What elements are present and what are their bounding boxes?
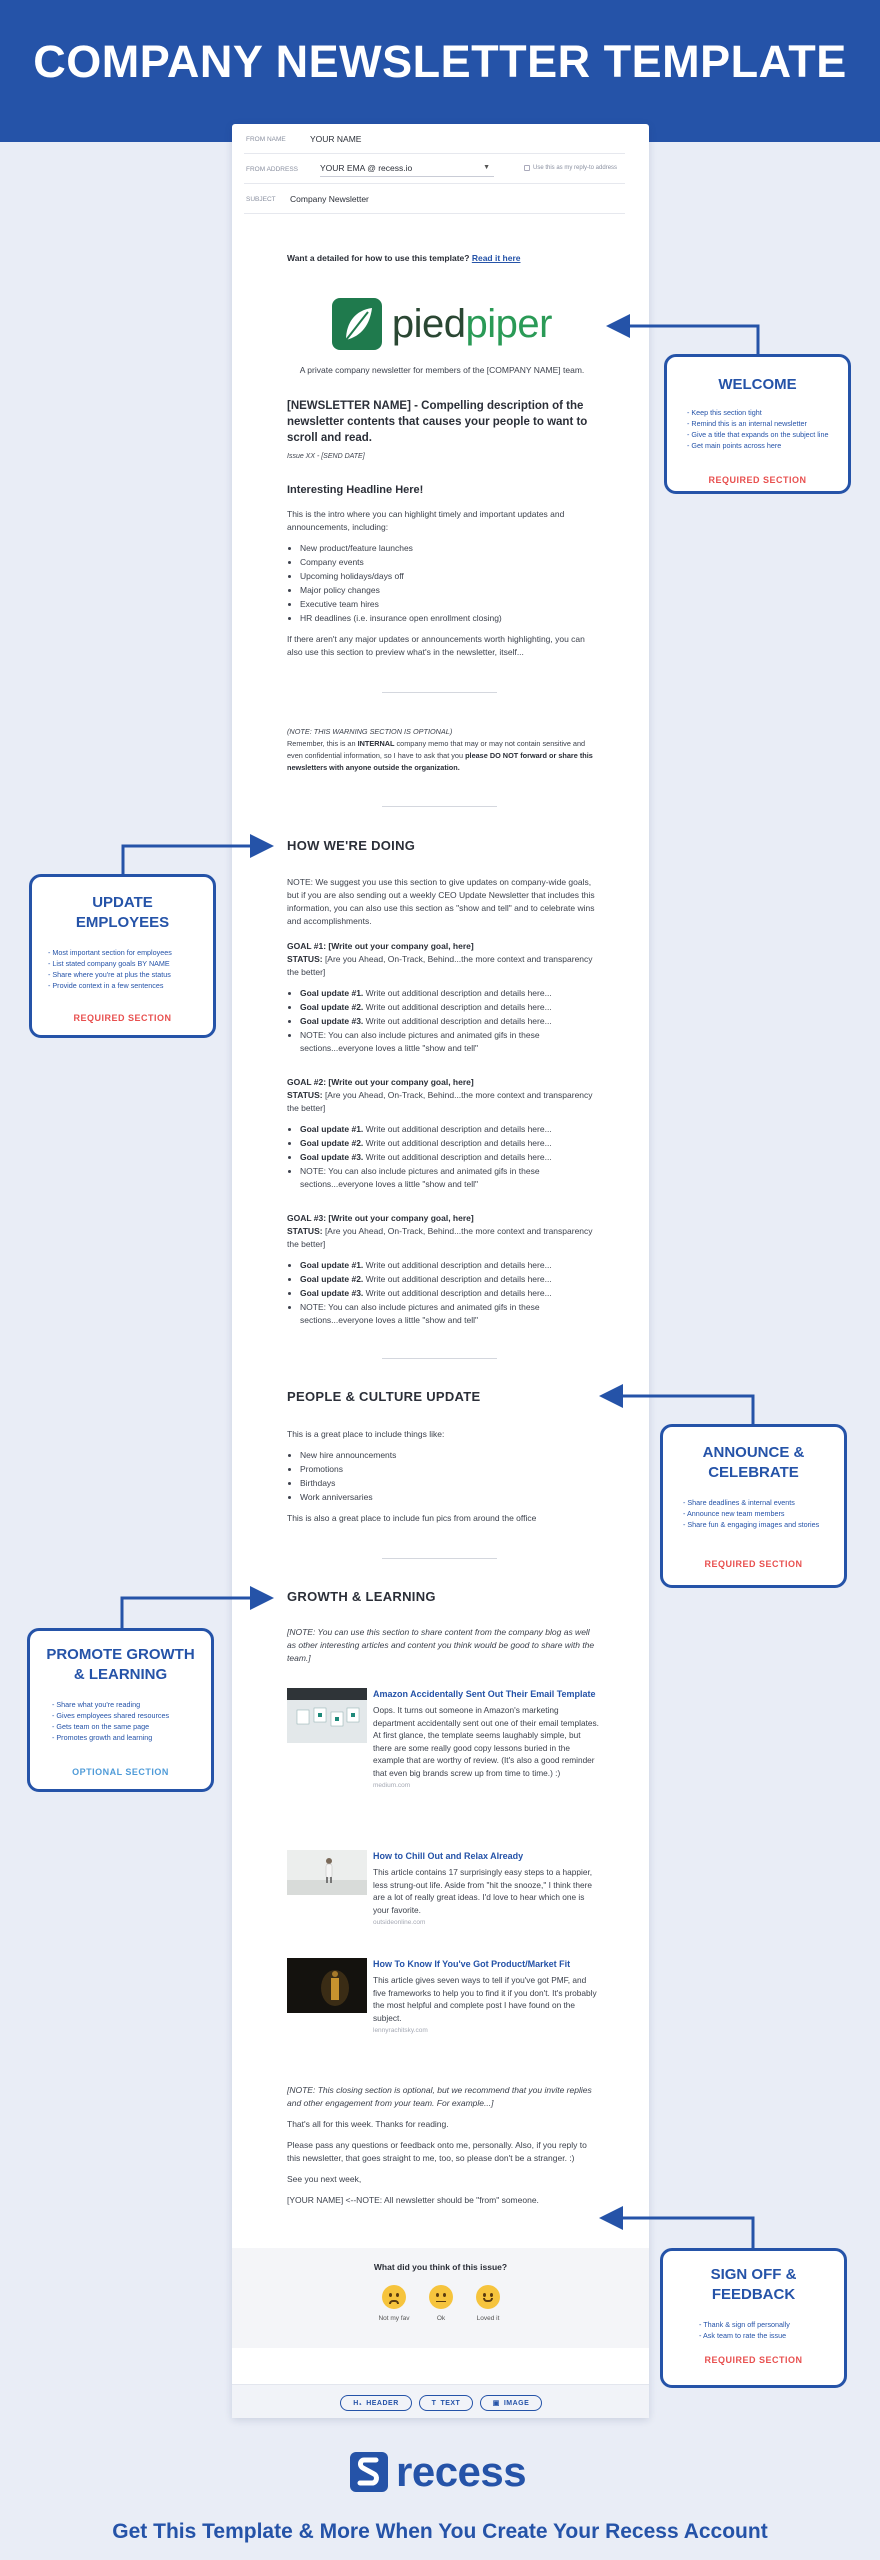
- callout-list: - Keep this section tight - Remind this is an internal newsletter - Give a title that expands on the subject line - Get main points across here: [687, 407, 837, 451]
- callout-announce: [660, 1424, 847, 1588]
- callout-title: EMPLOYEES: [75, 914, 170, 931]
- article-description: This article gives seven ways to tell if you've got PMF, and five frameworks to help you to find it if you don't. It's probably the most helpful and complete post I have found on the subject.: [373, 1975, 597, 2023]
- rating-label: Ok: [436, 2315, 446, 2322]
- goal-3: GOAL #3: [Write out your company goal, here] STATUS: [Are you Ahead, On-Track, Behind...the more context and transparency the better] • Goal update #1. Write out additional description and details here... • Goal update #2. Write out additional description and details here... • Goal update #3. Write out additional description and details here... • NOTE: You can also include pictures and animated gifs in these sections...everyone loves a little "show and tell": [287, 1212, 597, 1335]
- closing-p1: That's all for this week. Thanks for reading.: [287, 2119, 449, 2129]
- list-item: • Upcoming holidays/days off: [300, 570, 597, 583]
- feedback-question: What did you think of this issue?: [373, 2262, 508, 2272]
- subject-input[interactable]: Company Newsletter: [290, 194, 369, 204]
- required-tag: REQUIRED SECTION: [704, 1559, 803, 1569]
- list-item: • NOTE: You can also include pictures and animated gifs in these sections...everyone loves a little "show and tell": [300, 1029, 597, 1055]
- list-item: • NOTE: You can also include pictures and animated gifs in these sections...everyone loves a little "show and tell": [300, 1301, 597, 1327]
- from-address-label: FROM ADDRESS: [246, 166, 299, 173]
- callout-list: - Most important section for employees - List stated company goals BY NAME - Share where you're at plus the status - Provide context in a few sentences: [48, 947, 208, 991]
- required-tag: REQUIRED SECTION: [704, 2355, 803, 2365]
- help-text: Want a detailed for how to use this template?: [287, 253, 470, 263]
- from-name-label: FROM NAME: [246, 136, 286, 143]
- list-item: • Major policy changes: [300, 584, 597, 597]
- list-item: • Goal update #3. Write out additional description and details here...: [300, 1287, 597, 1300]
- callout-update: [29, 874, 216, 1038]
- chevron-down-icon: ▼: [483, 164, 490, 171]
- image-icon: ▣: [492, 2400, 500, 2407]
- people-outro: This is also a great place to include fun pics from around the office: [287, 1513, 537, 1523]
- growth-note: [NOTE: You can use this section to share content from the company blog as well as other interesting articles and content you think would be good to share with the team.]: [287, 1627, 595, 1663]
- callout-title: WELCOME: [718, 376, 797, 393]
- callout-list: - Share what you're reading - Gives employees shared resources - Gets team on the same page - Promotes growth and learning: [52, 1699, 202, 1743]
- goal-title: GOAL #3: [Write out your company goal, here]: [287, 1213, 474, 1223]
- goal-title: GOAL #2: [Write out your company goal, here]: [287, 1077, 474, 1087]
- callout-title: UPDATE: [92, 894, 153, 911]
- goal-status: [Are you Ahead, On-Track, Behind...the more context and transparency the better]: [287, 954, 593, 977]
- list-item: • New hire announcements: [300, 1449, 597, 1462]
- list-item: • Goal update #1. Write out additional description and details here...: [300, 987, 597, 1000]
- list-item: • Goal update #1. Write out additional description and details here...: [300, 1123, 597, 1136]
- callout-title: PROMOTE GROWTH: [46, 1646, 195, 1663]
- issue-line: Issue XX - [SEND DATE]: [287, 453, 365, 460]
- closing-note: [NOTE: This closing section is optional, but we recommend that you invite replies and other engagement from your team. For example...]: [287, 2085, 592, 2108]
- warning-text: Remember, this is an INTERNAL company memo that may or may not contain sensitive and even confidential information, so I have to ask that you please DO NOT forward or share this newsletters with anyone outside the organization.: [287, 739, 593, 772]
- reply-to-label: Use this as my reply-to address: [533, 165, 618, 171]
- article-title[interactable]: How to Chill Out and Relax Already: [373, 1851, 524, 1861]
- required-tag: REQUIRED SECTION: [73, 1013, 172, 1023]
- callout-title: ANNOUNCE &: [702, 1444, 805, 1461]
- list-item: • NOTE: You can also include pictures and animated gifs in these sections...everyone loves a little "show and tell": [300, 1165, 597, 1191]
- callout-title: & LEARNING: [73, 1666, 168, 1683]
- newsletter-headline: [NEWSLETTER NAME] - Compelling description of the newsletter contents that causes your people to want to scroll and read.: [287, 400, 588, 444]
- recess-logo[interactable]: [350, 2450, 526, 2494]
- list-item: • Goal update #3. Write out additional description and details here...: [300, 1151, 597, 1164]
- article-description: Oops. It turns out someone in Amazon's marketing department accidentally sent out one of their email templates. At first glance, the template seems laughably simple, but there are some really good copy lessons buried in the example that are worthy of review. (It's also a good reminder that even big brands screw up from time to time.) :): [373, 1705, 599, 1778]
- section-title-doing: HOW WE'RE DOING: [287, 838, 416, 853]
- list-item: • Goal update #2. Write out additional description and details here...: [300, 1273, 597, 1286]
- article-title[interactable]: How To Know If You've Got Product/Market Fit: [373, 1959, 571, 1969]
- callout-welcome: [664, 354, 851, 494]
- from-name-input[interactable]: YOUR NAME: [310, 134, 362, 144]
- logo-text-b: piper: [465, 301, 552, 346]
- page-title: COMPANY NEWSLETTER TEMPLATE: [33, 36, 847, 87]
- article-description: This article contains 17 surprisingly easy steps to a happier, less strung-out life. Aside from "hit the snooze," I think there are a lot of really great ideas. I'd love to hear which one is your favorite.: [373, 1867, 593, 1915]
- list-item: • Goal update #2. Write out additional description and details here...: [300, 1001, 597, 1014]
- interesting-headline: Interesting Headline Here!: [287, 484, 424, 496]
- list-item: • Company events: [300, 556, 597, 569]
- article-source: lennyrachitsky.com: [373, 2027, 428, 2034]
- callout-title: CELEBRATE: [708, 1464, 799, 1481]
- tagline: A private company newsletter for members of the [COMPANY NAME] team.: [299, 365, 585, 375]
- section-title-people: PEOPLE & CULTURE UPDATE: [287, 1389, 481, 1404]
- list-item: • HR deadlines (i.e. insurance open enrollment closing): [300, 612, 597, 625]
- goal-1: GOAL #1: [Write out your company goal, here] STATUS: [Are you Ahead, On-Track, Behind...the more context and transparency the better] • Goal update #1. Write out additional description and details here... • Goal update #2. Write out additional description and details here... • Goal update #3. Write out additional description and details here... • NOTE: You can also include pictures and animated gifs in these sections...everyone loves a little "show and tell": [287, 940, 597, 1063]
- add-text-button[interactable]: T TEXT: [419, 2395, 473, 2411]
- article-title[interactable]: Amazon Accidentally Sent Out Their Email Template: [373, 1689, 596, 1699]
- recess-brand: recess: [396, 2448, 527, 2495]
- logo-text-a: pied: [391, 301, 466, 346]
- goal-title: GOAL #1: [Write out your company goal, here]: [287, 941, 474, 951]
- closing-signature: [YOUR NAME] <--NOTE: All newsletter should be "from" someone.: [287, 2195, 539, 2205]
- list-item: • Work anniversaries: [300, 1491, 597, 1504]
- list-item: • Goal update #1. Write out additional description and details here...: [300, 1259, 597, 1272]
- help-link[interactable]: Read it here: [471, 253, 521, 263]
- callout-title: FEEDBACK: [711, 2286, 796, 2303]
- callout-list: - Share deadlines & internal events - Announce new team members - Share fun & engaging images and stories: [683, 1497, 833, 1530]
- callout-signoff: [660, 2248, 847, 2388]
- list-item: • Goal update #2. Write out additional description and details here...: [300, 1137, 597, 1150]
- list-item: • Birthdays: [300, 1477, 597, 1490]
- callout-promote: [27, 1628, 214, 1792]
- text-icon: T: [431, 2399, 437, 2407]
- goal-2: GOAL #2: [Write out your company goal, here] STATUS: [Are you Ahead, On-Track, Behind...the more context and transparency the better] • Goal update #1. Write out additional description and details here... • Goal update #2. Write out additional description and details here... • Goal update #3. Write out additional description and details here... • NOTE: You can also include pictures and animated gifs in these sections...everyone loves a little "show and tell": [287, 1076, 597, 1199]
- rating-label: Not my fav: [378, 2315, 410, 2322]
- article-source: medium.com: [373, 1782, 411, 1789]
- goal-status: [Are you Ahead, On-Track, Behind...the more context and transparency the better]: [287, 1226, 593, 1249]
- warning-note: (NOTE: THIS WARNING SECTION IS OPTIONAL): [287, 727, 453, 736]
- required-tag: REQUIRED SECTION: [708, 475, 807, 485]
- doing-note: NOTE: We suggest you use this section to give updates on company-wide goals, but if you are also sending out a weekly CEO Update Newsletter that includes this information, you can also use this section as "show and tell" and to celebrate wins and accomplishments.: [287, 877, 595, 926]
- callout-list: - Thank & sign off personally - Ask team to rate the issue: [699, 2319, 849, 2341]
- goal-status: [Are you Ahead, On-Track, Behind...the more context and transparency the better]: [287, 1090, 593, 1113]
- list-item: • Promotions: [300, 1463, 597, 1476]
- section-title-growth: GROWTH & LEARNING: [287, 1589, 436, 1604]
- closing-p3: See you next week,: [287, 2174, 362, 2184]
- list-item: • Goal update #3. Write out additional description and details here...: [300, 1015, 597, 1028]
- closing-p2: Please pass any questions or feedback onto me, personally. Also, if you reply to this newsletter, that goes straight to me, too, so please don't be a stranger. :): [287, 2140, 587, 2163]
- intro-paragraph: This is the intro where you can highlight timely and important updates and announcements, including:: [287, 509, 565, 532]
- list-item: • Executive team hires: [300, 598, 597, 611]
- rating-label: Loved it: [476, 2315, 500, 2322]
- list-item: • New product/feature launches: [300, 542, 597, 555]
- no-updates-paragraph: If there aren't any major updates or announcements worth highlighting, you can also use this section to preview what's in the newsletter, itself...: [287, 634, 585, 657]
- footer-cta[interactable]: Get This Template & More When You Create Your Recess Account: [112, 2520, 768, 2543]
- people-intro: This is a great place to include things like:: [287, 1429, 445, 1439]
- recess-logo-icon: [350, 2452, 388, 2492]
- add-image-button[interactable]: ▣ IMAGE: [480, 2395, 542, 2411]
- header-icon: H₁: [353, 2399, 363, 2407]
- article-source: outsideonline.com: [373, 1919, 426, 1926]
- from-address-value: YOUR EMA @ recess.io: [320, 163, 413, 173]
- add-header-button[interactable]: H₁ HEADER: [340, 2395, 412, 2411]
- subject-label: SUBJECT: [246, 196, 276, 203]
- callout-title: SIGN OFF &: [710, 2266, 797, 2283]
- optional-tag: OPTIONAL SECTION: [72, 1767, 169, 1777]
